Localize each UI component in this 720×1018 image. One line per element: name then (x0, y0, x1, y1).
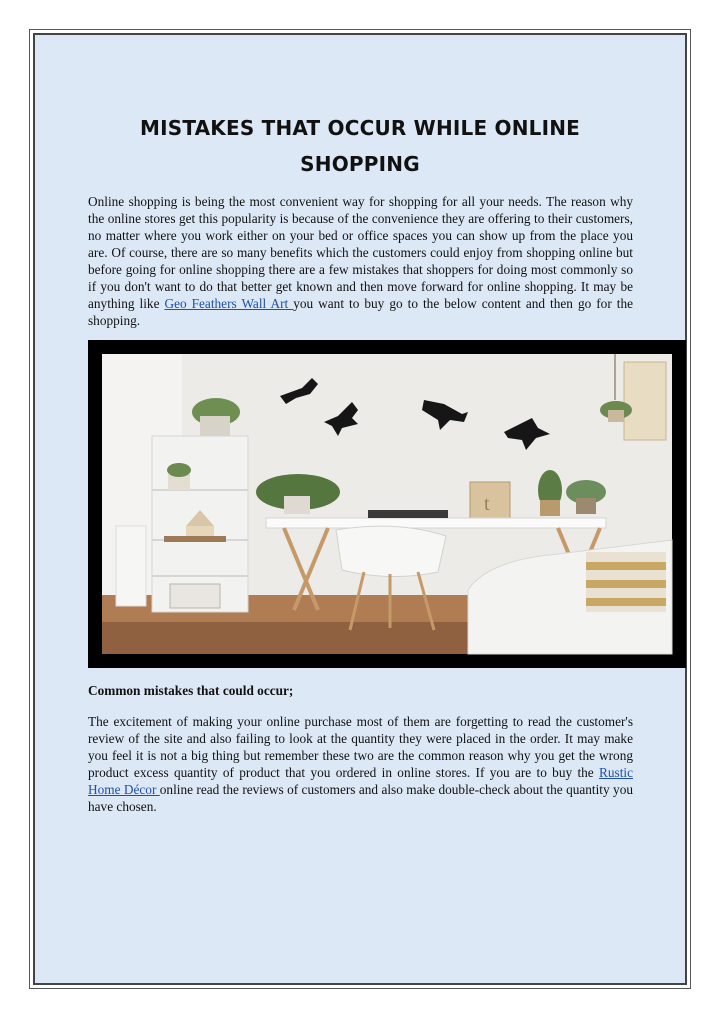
svg-text:t: t (484, 493, 490, 515)
room-illustration (88, 340, 686, 668)
geo-feathers-wall-art-link[interactable]: Geo Feathers Wall Art (164, 296, 294, 311)
section-paragraph (88, 713, 633, 815)
intro-paragraph (88, 193, 633, 329)
section-text-after-link: online read the reviews of customers and also make double-check about the quantity you have chosen. (88, 782, 633, 814)
section-heading: Common mistakes that could occur; (88, 683, 294, 698)
section-text-before-link: The excitement of making your online purchase most of them are forgetting to read the customer's review of the site and also failing to look at the quantity they were placed in the order. It may make you feel it is not a big thing but remember these two are the common reason why you get the wrong product excess quantity of product that you ordered in online stores. If you are to buy the (88, 714, 633, 780)
rustic-home-decor-link[interactable]: Rustic Home Décor (88, 765, 633, 797)
room-decor-photo (88, 340, 686, 668)
intro-text-after-link: you want to buy go to the below content and then go for the shopping. (88, 296, 634, 328)
document-title: MISTAKES THAT OCCUR WHILE ONLINE SHOPPING (139, 116, 581, 176)
intro-text-before-link: Online shopping is being the most convenient way for shopping for all your needs. The reason why the online stores get this popularity is because of the convenience they are offering to their customers, no matter where you work either on your bed or office spaces you can show up from the place you are. Of course, there are so many benefits which the customers could enjoy from shopping online but before going for online shopping there are a few mistakes that shoppers for doing most commonly so if you don't want to do that better get known and then move forward for online shopping. It may be anything like (88, 194, 633, 311)
